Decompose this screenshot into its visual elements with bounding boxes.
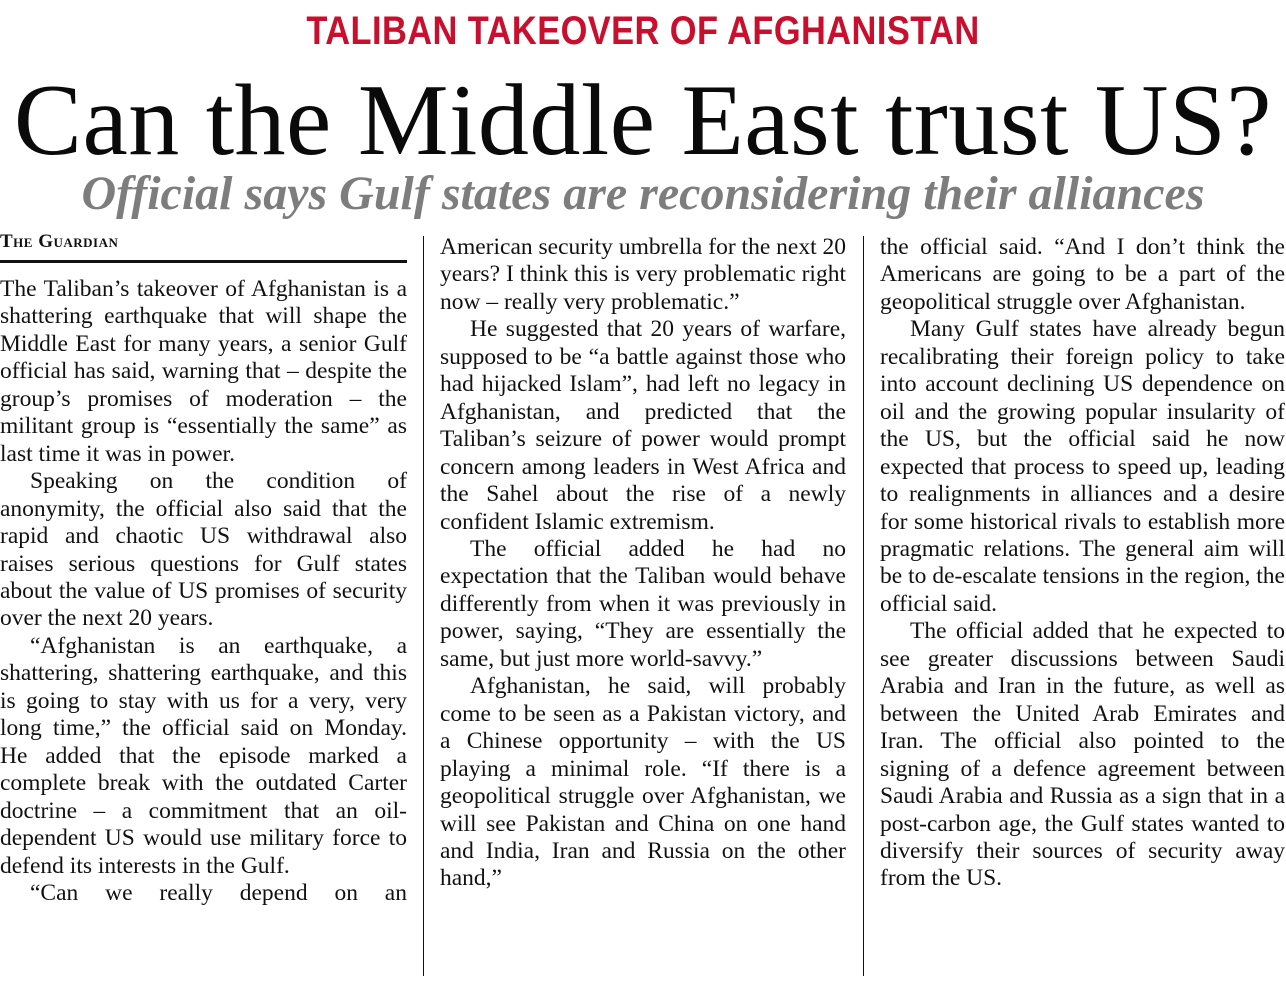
byline: The Guardian — [0, 231, 119, 252]
column-divider — [863, 236, 864, 976]
body-paragraph: “Can we really depend on an — [30, 879, 407, 906]
body-paragraph: Afghanistan, he said, will probably come to be seen as a Pakistan victory, and a Chinese opportunity – with the US playing a minimal role. “If there is a geopolitical struggle over Afghanistan, we will see Pakistan and China on one hand and India, Iran and Russia on the other hand,” — [440, 673, 846, 892]
body-paragraph: “Afghanistan is an earthquake, a shattering, shattering earthquake, and this is going to stay with us for a very, very long time,” the official said on Monday. He added that the episode marked a complete break with the outdated Carter doctrine – a commitment that an oil-dependent US would use military force to defend its interests in the Gulf. — [0, 632, 407, 879]
body-paragraph: Many Gulf states have already begun recalibrating their foreign policy to take into account declining US dependence on oil and the growing popular insularity of the US, but the official said he now expected that process to speed up, leading to realignments in alliances and a desire for some historical rivals to establish more pragmatic relations. The general aim will be to de-escalate tensions in the region, the official said. — [880, 316, 1285, 617]
byline-rule — [0, 260, 407, 263]
body-paragraph: American security umbrella for the next 20 years? I think this is very problematic right now – really very problematic.” — [440, 234, 846, 315]
body-paragraph: The official added he had no expectation that the Taliban would behave differently from when it was previously in power, saying, “They are essentially the same, but just more world-savvy.” — [440, 535, 846, 672]
body-paragraph: The Taliban’s takeover of Afghanistan is a shattering earthquake that will shape the Middle East for many years, a senior Gulf official has said, warning that – despite the group’s promises of moderation – the militant group is “essentially the same” as last time it was in power. — [0, 276, 407, 467]
body-paragraph: The official added that he expected to see greater discussions between Saudi Arabia and Iran in the future, as well as between the United Arab Emirates and Iran. The official also pointed to the signing of a defence agreement between Saudi Arabia and Russia as a sign that in a post-carbon age, the Gulf states wanted to diversify their sources of security away from the US. — [880, 618, 1285, 892]
column-divider — [423, 236, 424, 976]
article-column-2 — [440, 234, 846, 893]
body-paragraph: He suggested that 20 years of warfare, supposed to be “a battle against those who had hijacked Islam”, had left no legacy in Afghanistan, and predicted that the Taliban’s seizure of power would prompt concern among leaders in West Africa and the Sahel about the rise of a newly confident Islamic extremism. — [440, 316, 846, 535]
body-paragraph: the official said. “And I don’t think the Americans are going to be a part of the geopolitical struggle over Afghanistan. — [880, 234, 1285, 315]
article-column-3 — [880, 234, 1285, 893]
subheadline: Official says Gulf states are reconsidering their alliances — [81, 167, 1205, 220]
body-paragraph: Speaking on the condition of anonymity, the official also said that the rapid and chaotic US withdrawal also raises serious questions for Gulf states about the value of US promises of security over the next 20 years. — [0, 468, 407, 632]
section-kicker: TALIBAN TAKEOVER OF AFGHANISTAN — [306, 9, 980, 53]
headline: Can the Middle East trust US? — [13, 64, 1273, 177]
article-column-1 — [0, 276, 407, 907]
